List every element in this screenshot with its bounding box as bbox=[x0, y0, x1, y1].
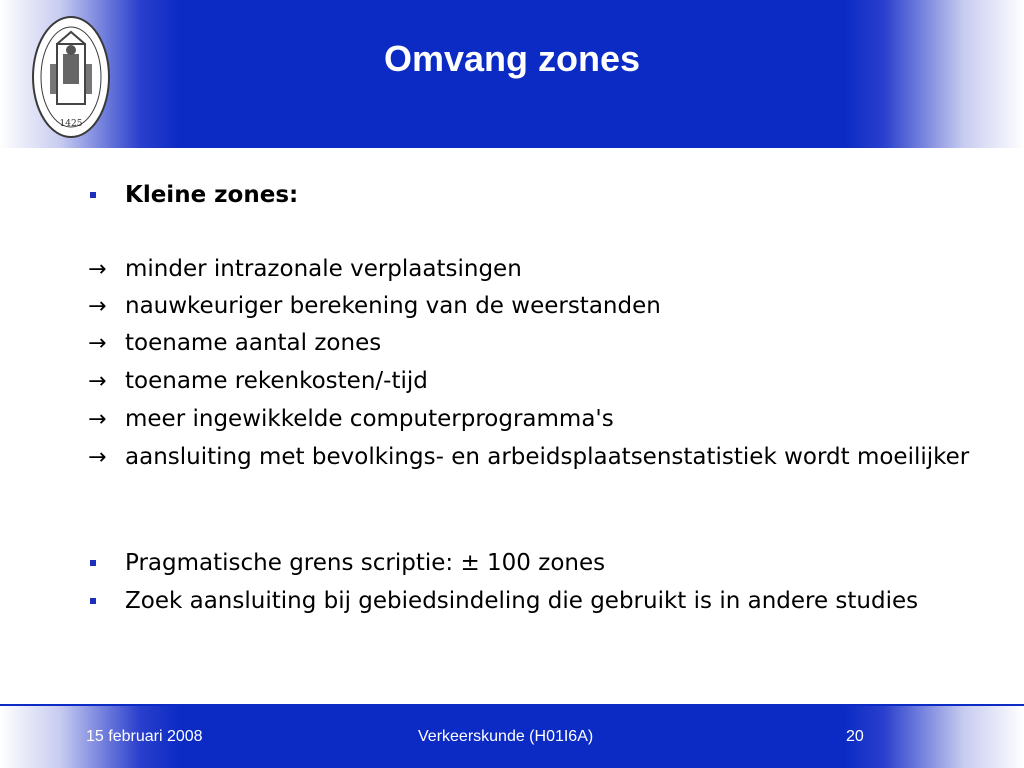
seal-year: 1425 bbox=[59, 119, 83, 129]
slide-title: Omvang zones bbox=[383, 38, 641, 79]
footer-course: Verkeerskunde (H01I6A) bbox=[418, 728, 594, 745]
arrow-item-text: toename rekenkosten/-tijd bbox=[125, 368, 428, 394]
bullet-text: Pragmatische grens scriptie: ± 100 zones bbox=[125, 550, 606, 576]
section-heading: Kleine zones: bbox=[125, 182, 299, 208]
footer-date: 15 februari 2008 bbox=[86, 728, 203, 745]
arrow-item-text: minder intrazonale verplaatsingen bbox=[125, 256, 522, 282]
arrow-right-icon: → bbox=[88, 445, 107, 470]
arrow-right-icon: → bbox=[88, 369, 107, 394]
page-number: 20 bbox=[846, 728, 864, 745]
arrow-item-text: aansluiting met bevolkings- en arbeidsplaatsenstatistiek wordt moeilijker bbox=[125, 444, 970, 470]
arrow-right-icon: → bbox=[88, 331, 107, 356]
slide-footer bbox=[0, 706, 1024, 768]
arrow-right-icon: → bbox=[88, 407, 107, 432]
arrow-right-icon: → bbox=[88, 294, 107, 319]
arrow-item-text: nauwkeuriger berekening van de weerstanden bbox=[125, 293, 661, 319]
arrow-right-icon: → bbox=[88, 257, 107, 282]
arrow-item-text: toename aantal zones bbox=[125, 330, 382, 356]
bullet-text: Zoek aansluiting bij gebiedsindeling die gebruikt is in andere studies bbox=[125, 588, 919, 614]
arrow-item-text: meer ingewikkelde computerprogramma's bbox=[125, 406, 614, 432]
